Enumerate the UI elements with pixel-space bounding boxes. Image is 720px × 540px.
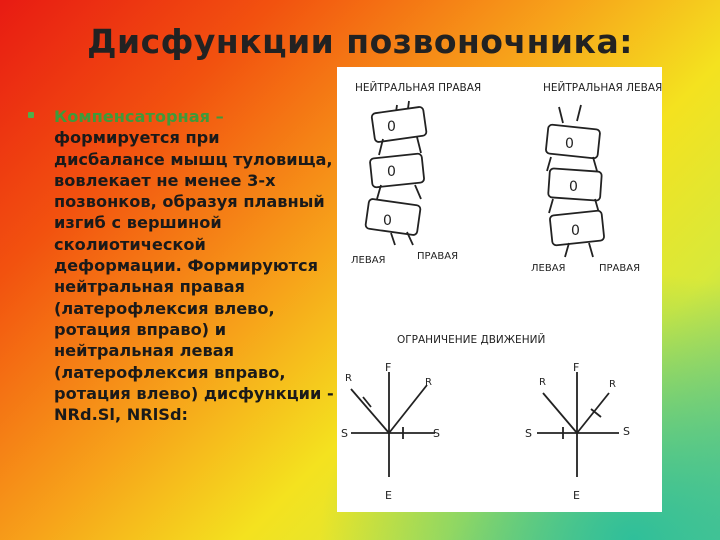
label-neutral-left: НЕЙТРАЛЬНАЯ ЛЕВАЯ xyxy=(543,82,662,94)
diagram-right-R-right: R xyxy=(609,379,616,390)
diagram-left-S-right: S xyxy=(433,427,440,440)
vertebra-stack-left xyxy=(365,101,427,245)
vertebra-bottom-left xyxy=(365,199,421,236)
bullet-marker xyxy=(28,112,34,118)
svg-text:0: 0 xyxy=(387,164,396,180)
spine-figure-svg xyxy=(337,67,662,512)
diagram-left-R-left: R xyxy=(345,373,352,384)
svg-text:0: 0 xyxy=(383,213,392,229)
label-neutral-right: НЕЙТРАЛЬНАЯ ПРАВАЯ xyxy=(355,82,482,94)
bullet-paragraph xyxy=(34,106,334,425)
bullet-item xyxy=(34,106,334,425)
diagram-right-F: F xyxy=(573,361,580,374)
bullet-heading: Компенсаторная – xyxy=(54,107,224,126)
diagram-left-S-left: S xyxy=(341,427,348,440)
vertebra-stack-right xyxy=(546,105,605,257)
diagram-left-R-right: R xyxy=(425,377,432,388)
bullet-body: формируется при дисбалансе мышц туловища, вовлекает не менее 3-х позвонков, образуя плавный изгиб с вершиной сколиотической деформации. Формируются нейтральная правая (латерофлексия влево, ротация вправо) и нейтральная левая (латерофлексия вправо, ротация влево) дисфункции - NRd.Sl, NRlSd: xyxy=(54,128,334,425)
vertebra-mid-left xyxy=(370,153,425,187)
motion-diagram-left xyxy=(351,372,435,477)
diagram-right-S-right: S xyxy=(623,425,630,438)
diagram-right-E: E xyxy=(573,489,580,502)
diagram-right-S-left: S xyxy=(525,427,532,440)
slide-title: Дисфункции позвоночника: xyxy=(87,22,633,61)
svg-text:0: 0 xyxy=(565,136,574,152)
label-motion-restriction: ОГРАНИЧЕНИЕ ДВИЖЕНИЙ xyxy=(397,334,546,346)
diagram-left-E: E xyxy=(385,489,392,502)
diagram-left-F: F xyxy=(385,361,392,374)
motion-diagram-right xyxy=(537,372,619,477)
label-left-spine-right: ПРАВАЯ xyxy=(417,251,459,262)
label-right-spine-right: ПРАВАЯ xyxy=(599,263,641,274)
svg-text:0: 0 xyxy=(387,119,396,135)
spine-figure xyxy=(337,67,662,512)
diagram-right-R-left: R xyxy=(539,377,546,388)
svg-text:0: 0 xyxy=(569,179,578,195)
svg-text:0: 0 xyxy=(571,223,580,239)
label-right-spine-left: ЛЕВАЯ xyxy=(531,263,566,274)
label-left-spine-left: ЛЕВАЯ xyxy=(351,255,386,266)
vertebra-top-left xyxy=(371,107,427,143)
